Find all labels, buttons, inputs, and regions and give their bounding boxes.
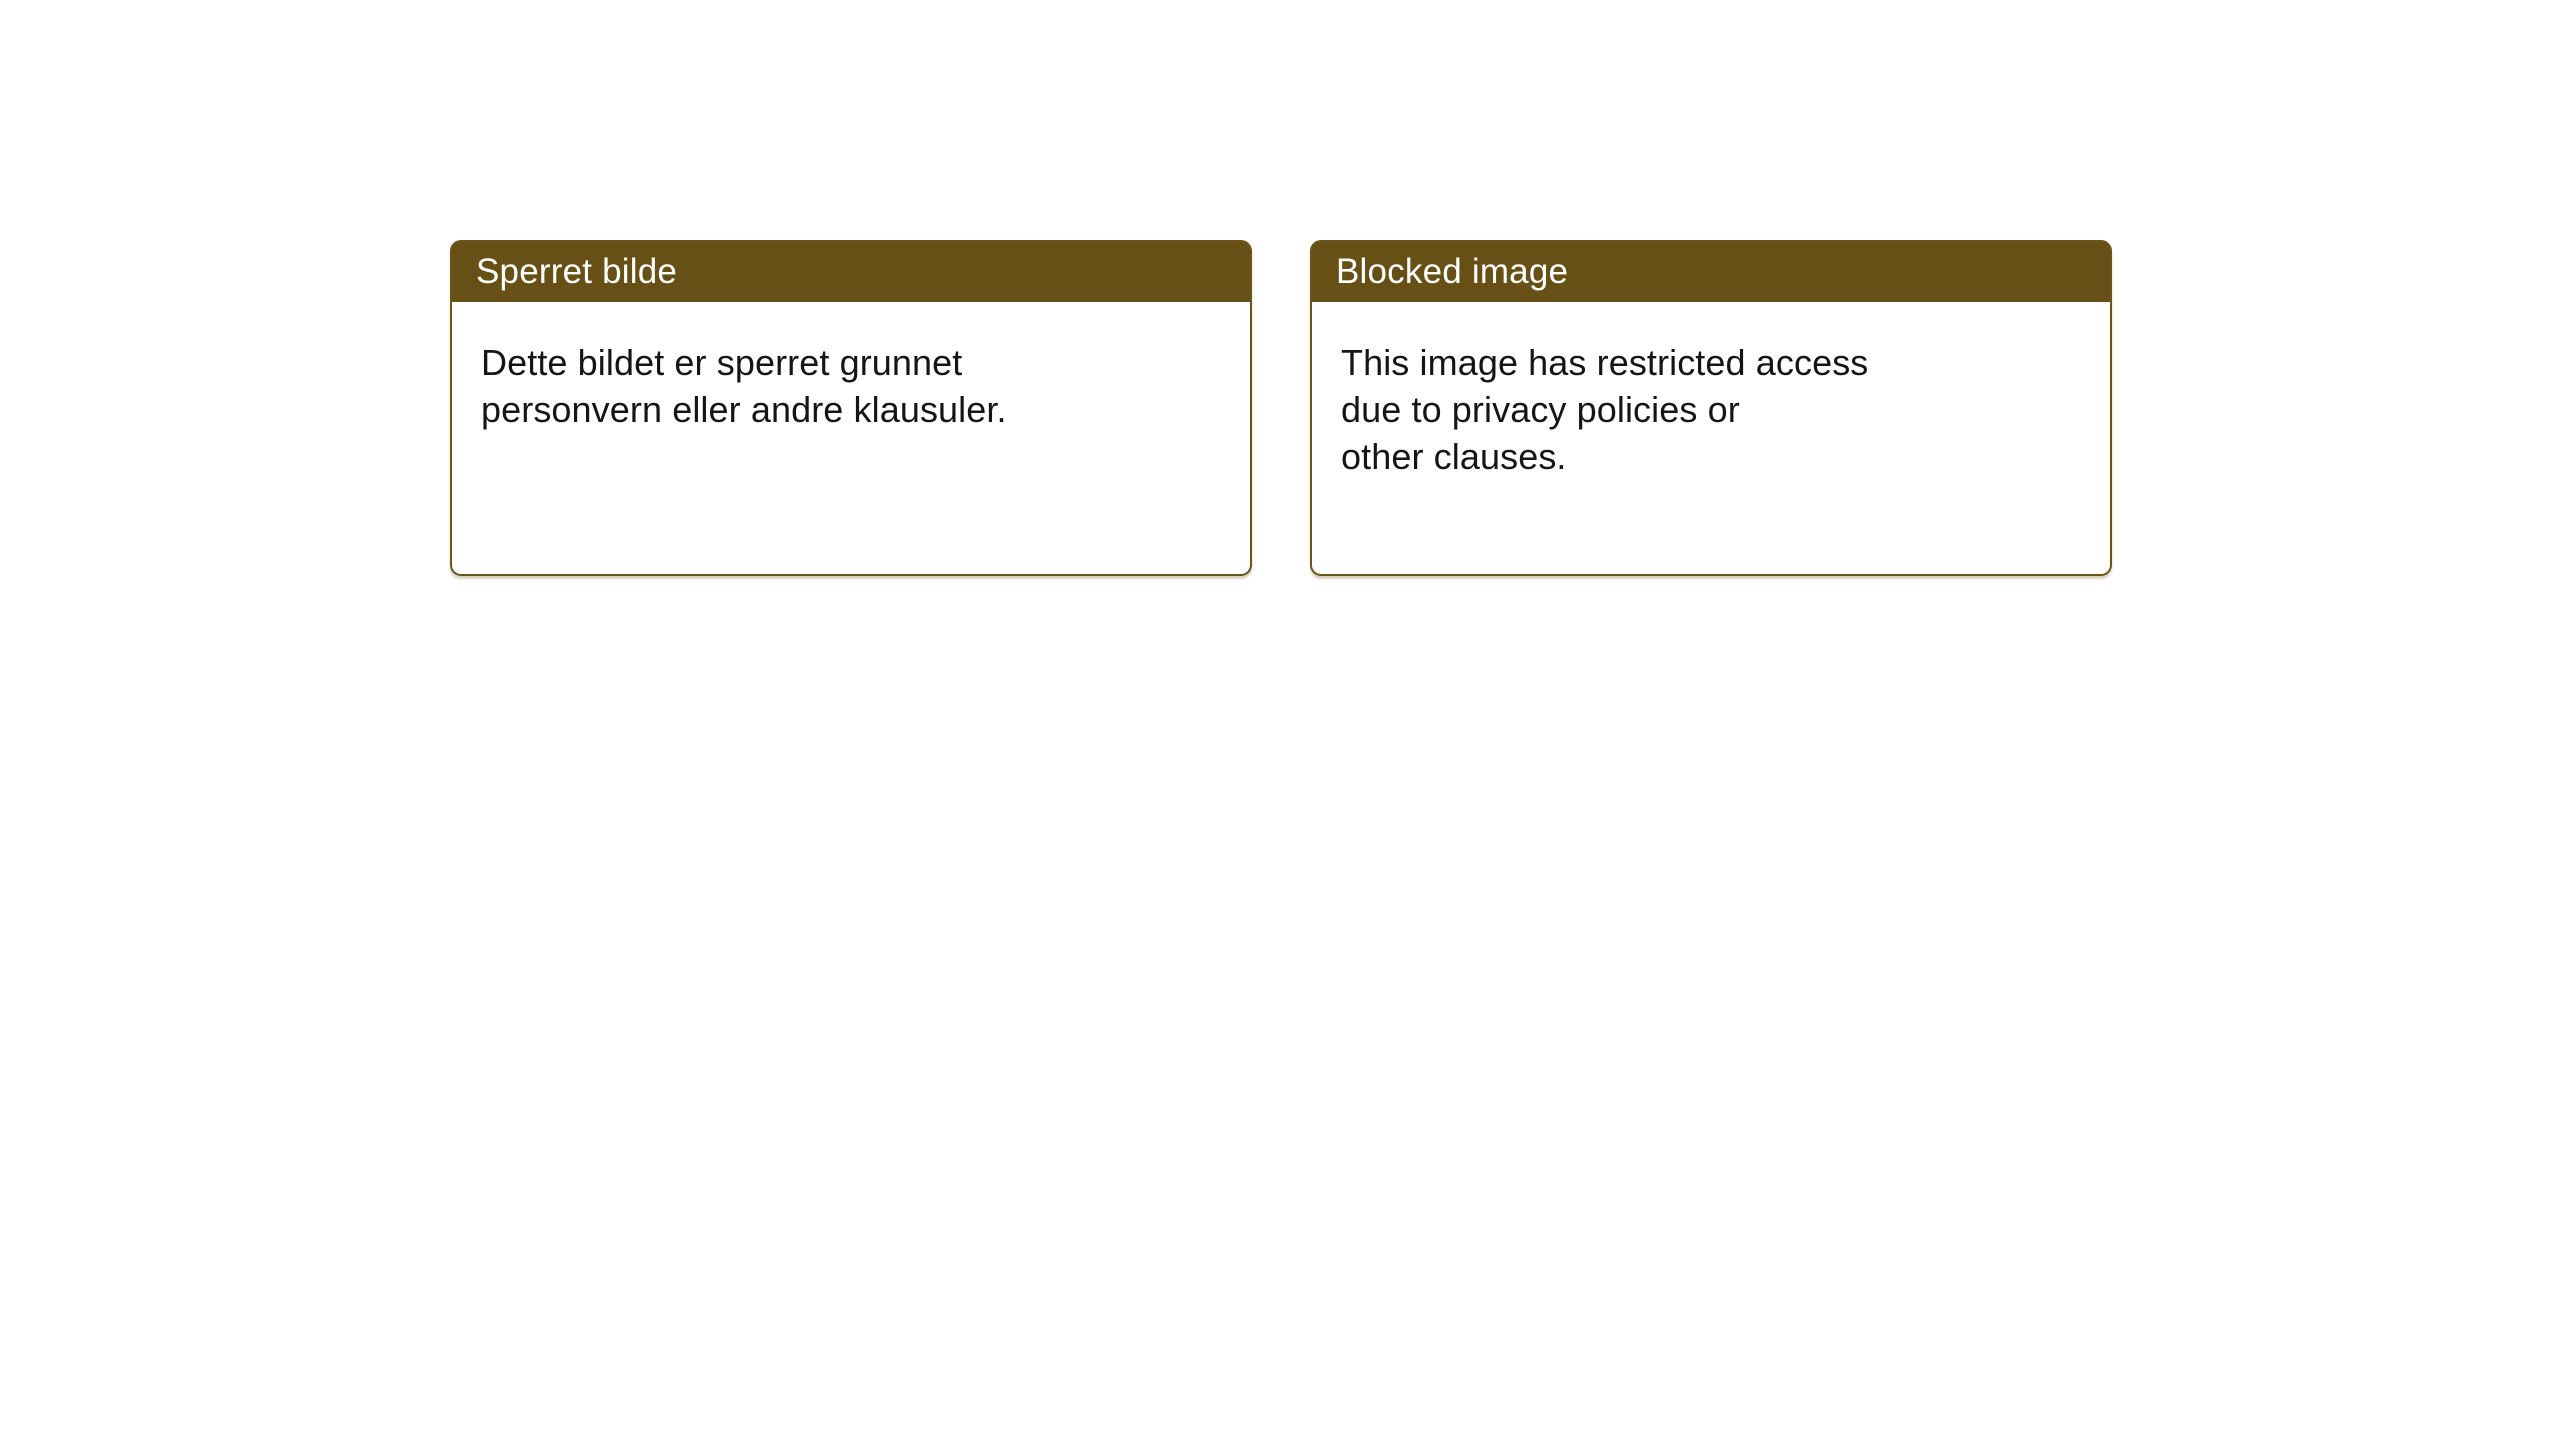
blocked-image-notice-norwegian [450,240,1252,576]
notice-header-english [1312,242,2110,302]
blocked-image-notice-english [1310,240,2112,576]
notice-text-line: personvern eller andre klausuler. [481,389,1007,430]
notice-text-line: due to privacy policies or [1341,389,1740,430]
notice-body-english [1312,302,2110,480]
notice-text-line: other clauses. [1341,436,1567,477]
notice-title-norwegian: Sperret bilde [476,252,678,291]
notice-body-norwegian [452,302,1250,433]
notice-text-line: This image has restricted access [1341,342,1869,383]
notice-text-line: Dette bildet er sperret grunnet [481,342,963,383]
notice-title-english: Blocked image [1336,252,1569,291]
notice-header-norwegian [452,242,1250,302]
